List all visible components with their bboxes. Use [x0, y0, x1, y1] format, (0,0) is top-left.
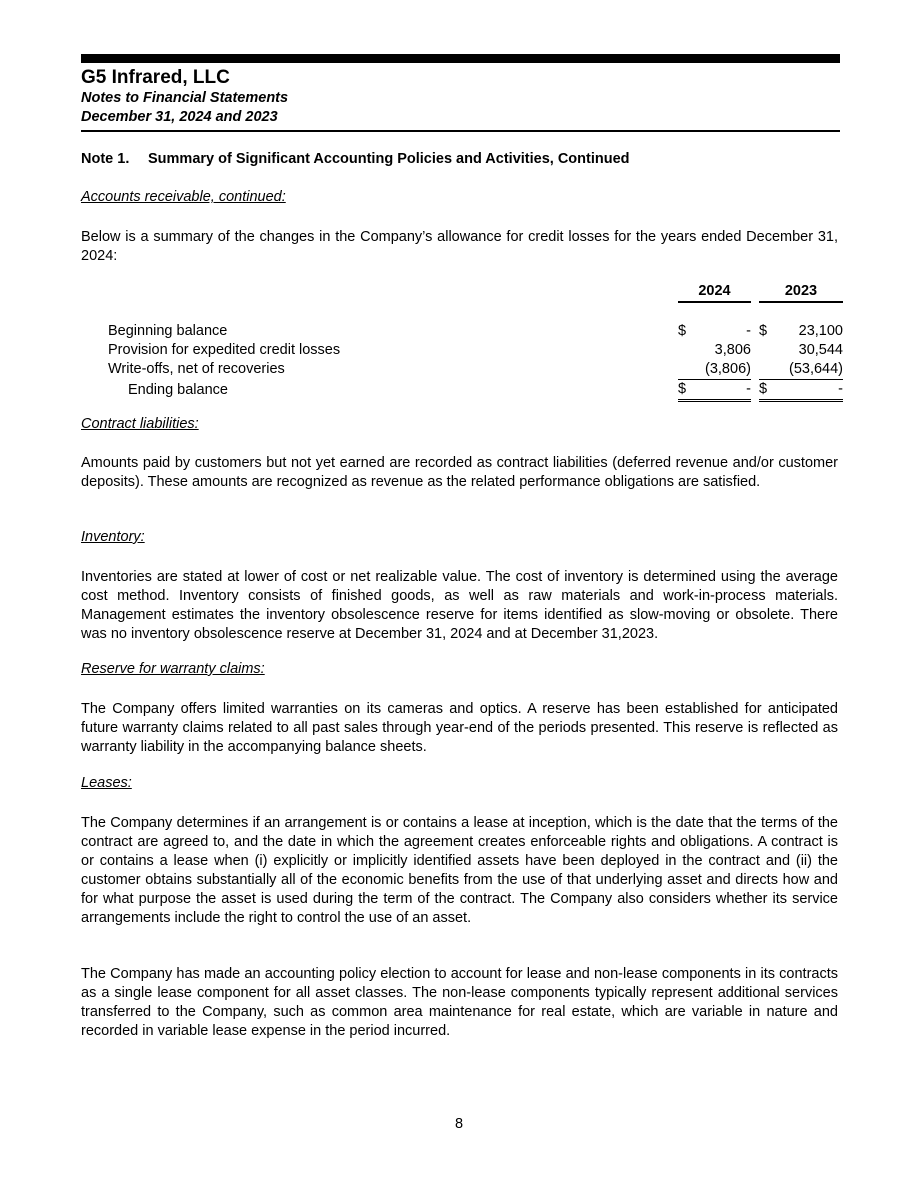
ar-intro-paragraph: Below is a summary of the changes in the Company’s allowance for credit losses for the years ended December 31, 2024:	[81, 229, 838, 264]
statement-period: December 31, 2024 and 2023	[81, 109, 278, 125]
table-total-row	[81, 380, 843, 401]
section-title-ar: Accounts receivable, continued:	[81, 189, 286, 205]
note-number: Note 1.	[81, 151, 130, 167]
note-title: Summary of Significant Accounting Policies and Activities, Continued	[148, 151, 630, 167]
row-label: Provision for expedited credit losses	[108, 342, 341, 358]
section-title-contract-liabilities: Contract liabilities:	[81, 416, 199, 432]
leases-paragraph-2: The Company has made an accounting policy election to account for lease and non-lease components in its contracts as a single lease component for all asset classes. The non-lease components typically represent additional services transferred to the Company, such as common area maintenance for real estate, which are variable in nature and recorded in variable lease expense in the period incurred.	[81, 966, 838, 1039]
section-title-leases: Leases:	[81, 775, 132, 791]
header-rule	[81, 130, 840, 132]
warranty-paragraph: The Company offers limited warranties on its cameras and optics. A reserve has been established for anticipated future warranty claims related to all past sales through year-end of the periods presented. This reserve is reflected as warranty liability in the accompanying balance sheets.	[81, 701, 838, 755]
value-2023: (53,644)	[769, 360, 843, 380]
value-2024: (3,806)	[688, 360, 751, 380]
table-header-row	[81, 282, 843, 302]
value-2023: 23,100	[798, 323, 843, 339]
currency-symbol: $	[678, 323, 687, 339]
statement-subtitle: Notes to Financial Statements	[81, 90, 289, 106]
top-rule	[81, 54, 840, 63]
company-name: G5 Infrared, LLC	[81, 67, 230, 88]
leases-paragraph-1: The Company determines if an arrangement is or contains a lease at inception, which is the date that the terms of the contract are agreed to, and the date in which the agreement creates enforceable rights and obligations. A contract is or contains a lease when (i) explicitly or implicitly identified assets have been deployed in the contract and (ii) the customer obtains substantially all of the economic benefits from the use of that underlying asset and directs how and for what purpose the asset is used during the term of the contract. The Company also considers whether its service arrangements include the right to control the use of an asset.	[81, 815, 838, 926]
allowance-table	[81, 282, 843, 402]
year-header-2024: 2024	[678, 282, 751, 302]
table-row	[81, 341, 843, 360]
value-2023: -	[769, 380, 843, 401]
document-header	[81, 67, 840, 127]
value-2024: -	[688, 380, 751, 401]
currency-symbol: $	[758, 323, 768, 339]
note-heading	[81, 151, 630, 167]
value-2024: -	[746, 323, 751, 339]
value-2023: 30,544	[798, 342, 843, 358]
inventory-paragraph: Inventories are stated at lower of cost or net realizable value. The cost of inventory is determined using the average cost method. Inventory consists of finished goods, as well as raw materials and work-in-process materials. Management estimates the inventory obsolescence reserve for items identified as slow-moving or obsolete. There was no inventory obsolescence reserve at December 31, 2024 and at December 31,2023.	[81, 569, 838, 642]
table-row	[81, 360, 843, 380]
contract-liabilities-paragraph: Amounts paid by customers but not yet earned are recorded as contract liabilities (deferred revenue and/or customer deposits). These amounts are recognized as revenue as the related performance obligations are satisfied.	[81, 455, 838, 490]
row-label: Ending balance	[128, 381, 228, 398]
year-header-2023: 2023	[759, 282, 843, 302]
currency-symbol: $	[759, 380, 769, 401]
row-label: Beginning balance	[108, 323, 228, 339]
table-row	[81, 322, 843, 341]
row-label: Write-offs, net of recoveries	[108, 361, 285, 378]
value-2024: 3,806	[714, 342, 751, 358]
currency-symbol: $	[678, 380, 688, 401]
section-title-warranty: Reserve for warranty claims:	[81, 661, 265, 677]
section-title-inventory: Inventory:	[81, 529, 145, 545]
page-number: 8	[454, 1116, 464, 1132]
